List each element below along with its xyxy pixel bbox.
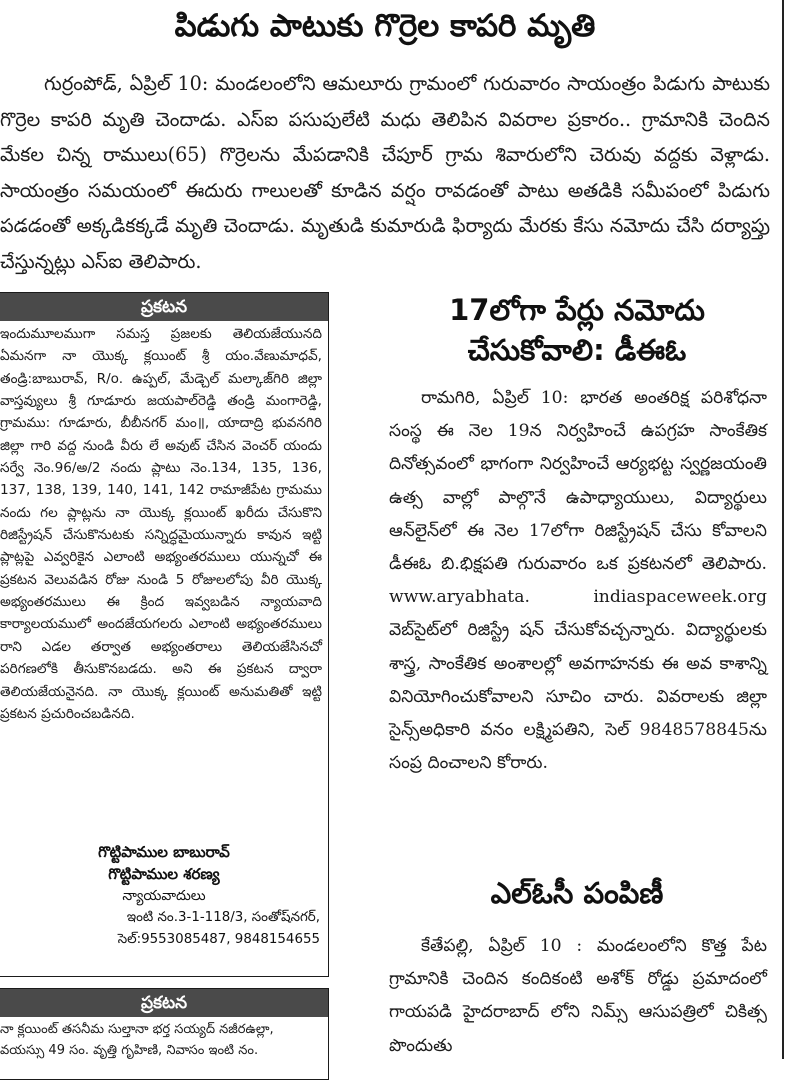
notice1-phone: సెల్:9553085487, 9848154655: [117, 932, 320, 947]
story2-body: రామగిరి, ఏప్రిల్ 10: భారత అంతరిక్ష పరిశోధనా సంస్థ ఈ నెల 19న నిర్వహించే ఉపగ్రహ సాంకేతిక దినోత్సవంలో భాగంగా నిర్వహించే ఆర్యభట్ట స్వర్ణజయంతి ఉత్స వాల్లో పాల్గొనే ఉపాధ్యాయులు, విద్యార్థులు ఆన్‌లైన్‌లో ఈ నెల 17లోగా రిజిస్ట్రేషన్ చేసు కోవాలని డీఈఓ బి.భిక్షపతి గురువారం ఒక ప్రకటనలో తెలిపారు. www.aryabhata. indiaspaceweek.org వెబ్‌సైట్‌లో రిజిస్ట్రే షన్ చేసుకోవచ్చన్నారు. విద్యార్థులకు శాస్త్ర, సాంకేతిక అంశాలల్లో అవగాహనకు ఈ అవ కాశాన్ని వినియోగించుకోవాలని సూచిం చారు. వివరాలకు జిల్లా సైన్స్‌అధికారి వనం లక్ష్మిపతిని, సెల్ 9848578845ను సంప్ర దించాలని కోరారు.: [389, 388, 767, 774]
story3-headline: ఎల్ఓసీ పంపిణీ: [490, 876, 664, 910]
notice1-heading: ప్రకటన: [0, 293, 328, 321]
notice1-signatory-role: న్యాయవాదులు: [122, 888, 206, 904]
notice1-signatory-1: గొట్టిపాముల బాబురావ్: [98, 843, 230, 861]
notice2-heading: ప్రకటన: [0, 989, 328, 1017]
notice1-address: ఇంటి నం.3-1-118/3, సంతోష్‌నగర్,: [126, 910, 320, 925]
story2-headline: [372, 290, 782, 370]
story3-body: కేతేపల్లి, ఏప్రిల్ 10 : మండలంలోని కొత్త పేట గ్రామానికి చెందిన కందికంటి అశోక్ రోడ్డు ప్రమాదంలో గాయపడి హైదరాబాద్ లోని నిమ్స్ ఆసుపత్రిలో చికిత్స పొందుతు: [389, 936, 767, 1056]
notice1-body: ఇందుమూలముగా సమస్త ప్రజలకు తెలియజేయునది ఏమనగా నా యొక్క క్లయింట్ శ్రీ యం.వేణుమాధవ్, తండ్రి:బాబురావ్, R/o. ఉప్పల్, మేడ్చెల్ మల్కాజ్‌గిరి జిల్లా వాస్తవ్యులు శ్రీ గూడూరు జయపాల్‌రెడ్డి తండ్రి మంగారెడ్డి, గ్రామము: గూడూరు, బీబీనగర్ మం॥, యాదాద్రి భువనగిరి జిల్లా గారి వద్ద నుండి వీరు లే అవుట్ చేసిన వెంచర్ యందు సర్వే నెం.96/అ/2 నందు ప్లాటు నెం.134, 135, 136, 137, 138, 139, 140, 141, 142 రామాజీపేట గ్రామము నందు గల ప్లాట్లను నా యొక్క క్లయింట్ ఖరీదు చేసుకొని రిజిస్ట్రేషన్ చేసుకొనుటకు సన్నిద్ధమైయున్నారు కావున ఇట్టి ప్లాట్లపై ఎవ్వరికైన ఎలాంటి అభ్యంతరములు యున్నచో ఈ ప్రకటన వెలువడిన రోజు నుండి 5 రోజులలోపు వీరి యొక్క అభ్యంతరములు ఈ క్రింద ఇవ్వబడిన న్యాయవాది కార్యాలయములో అందజేయగలరు ఎలాంటి అభ్యంతరములు రాని ఎడల తర్వాత అభ్యంతరాలు తెలియజేసినచో పరిగణలోకి తీసుకొనబడదు. అని ఈ ప్రకటన ద్వారా తెలియజేయనైనది. నా యొక్క క్లయింట్ అనుమతితో ఇట్టి ప్రకటన ప్రచురించబడినది.: [0, 326, 322, 722]
story2-headline-line2: చేసుకోవాలి: డీఈఓ: [467, 333, 687, 367]
notice2-box: [0, 988, 329, 1080]
story2-headline-line1: 17లోగా పేర్లు నమోదు: [449, 293, 705, 327]
story1-headline: పిడుగు పాటుకు గొర్రెల కాపరి మృతి: [174, 8, 596, 44]
notice1-signatory-2: గొట్టిపాముల శరణ్య: [108, 865, 220, 883]
right-column-rule: [782, 0, 784, 1059]
notice2-body: నా క్లయింట్ తసనీమ సుల్తానా భర్త సయ్యద్ నజీరఉల్లా, వయస్సు 49 సం. వృత్తి గృహిణి, నివాసం ఇంటి నం.: [0, 1022, 274, 1058]
story1-body: గుర్రంపోడ్, ఏప్రిల్ 10: మండలంలోని ఆమలూరు గ్రామంలో గురువారం సాయంత్రం పిడుగు పాటుకు గొర్రెల కాపరి మృతి చెందాడు. ఎస్ఐ పసుపులేటి మధు తెలిపిన వివరాల ప్రకారం.. గ్రామానికి చెందిన మేకల చిన్న రాములు(65) గొర్రెలను మేపడానికి చేపూర్ గ్రామ శివారులోని చెరువు వద్దకు వెళ్లాడు. సాయంత్రం సమయంలో ఈదురు గాలులతో కూడిన వర్షం రావడంతో పాటు అతడికి సమీపంలో పిడుగు పడడంతో అక్కడికక్కడే మృతి చెందాడు. మృతుడి కుమారుడి ఫిర్యాదు మేరకు కేసు నమోదు చేసి దర్యాప్తు చేస్తున్నట్లు ఎస్ఐ తెలిపారు.: [0, 72, 770, 273]
notice1-box: [0, 292, 329, 977]
